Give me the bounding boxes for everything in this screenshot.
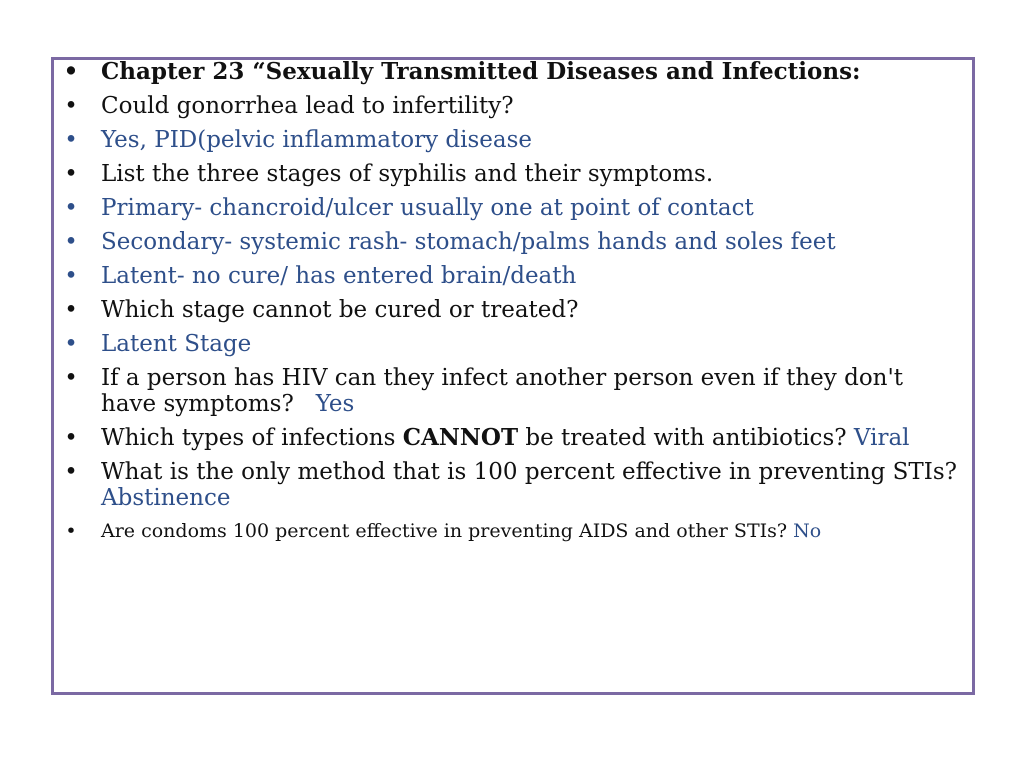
answer-text: Primary- chancroid/ulcer usually one at point of contact (101, 195, 754, 221)
answer-text: Abstinence (101, 485, 231, 511)
bullet-icon: • (64, 229, 78, 255)
question-hiv-transmission (57, 365, 962, 417)
bullet-icon: • (64, 93, 78, 119)
question-emphasis: CANNOT (402, 424, 519, 451)
answer-text: Viral (853, 425, 910, 451)
question-text: What is the only method that is 100 percent effective in preventing STIs? (101, 459, 957, 485)
bullet-icon: • (64, 459, 78, 485)
bullet-icon: • (63, 58, 79, 85)
question-text: If a person has HIV can they infect another person even if they don't have symptoms? (101, 365, 904, 417)
bullet-icon: • (64, 331, 78, 357)
answer-text: Yes (315, 391, 355, 417)
question-text-after: be treated with antibiotics? (525, 425, 847, 451)
answer-primary-stage (57, 195, 962, 221)
answer-uncurable-stage (57, 331, 962, 357)
answer-text: Latent Stage (101, 331, 252, 357)
bullet-icon: • (64, 365, 78, 391)
question-text: List the three stages of syphilis and their symptoms. (101, 161, 714, 187)
answer-text: No (793, 520, 822, 542)
bullet-icon: • (64, 127, 78, 153)
answer-secondary-stage (57, 229, 962, 255)
bullet-list (57, 59, 962, 543)
question-text: Could gonorrhea lead to infertility? (101, 93, 514, 119)
question-antibiotics (57, 425, 962, 451)
question-uncurable-stage (57, 297, 962, 323)
chapter-title-text: Chapter 23 “Sexually Transmitted Diseases and Infections: (101, 58, 861, 85)
question-prevention-method (57, 459, 962, 511)
question-gonorrhea (57, 93, 962, 119)
bullet-icon: • (65, 520, 77, 542)
question-text: Are condoms 100 percent effective in preventing AIDS and other STIs? (101, 520, 788, 542)
bullet-icon: • (64, 161, 78, 187)
answer-text: Latent- no cure/ has entered brain/death (101, 263, 577, 289)
chapter-title (57, 59, 962, 85)
bullet-icon: • (64, 297, 78, 323)
slide-content (57, 59, 962, 551)
question-text-before: Which types of infections (101, 425, 396, 451)
question-condoms (57, 519, 962, 543)
question-text: Which stage cannot be cured or treated? (101, 297, 579, 323)
question-syphilis-stages (57, 161, 962, 187)
answer-text: Secondary- systemic rash- stomach/palms hands and soles feet (101, 229, 836, 255)
bullet-icon: • (64, 425, 78, 451)
bullet-icon: • (64, 195, 78, 221)
answer-gonorrhea (57, 127, 962, 153)
bullet-icon: • (64, 263, 78, 289)
answer-latent-stage (57, 263, 962, 289)
answer-text: Yes, PID(pelvic inflammatory disease (101, 127, 532, 153)
